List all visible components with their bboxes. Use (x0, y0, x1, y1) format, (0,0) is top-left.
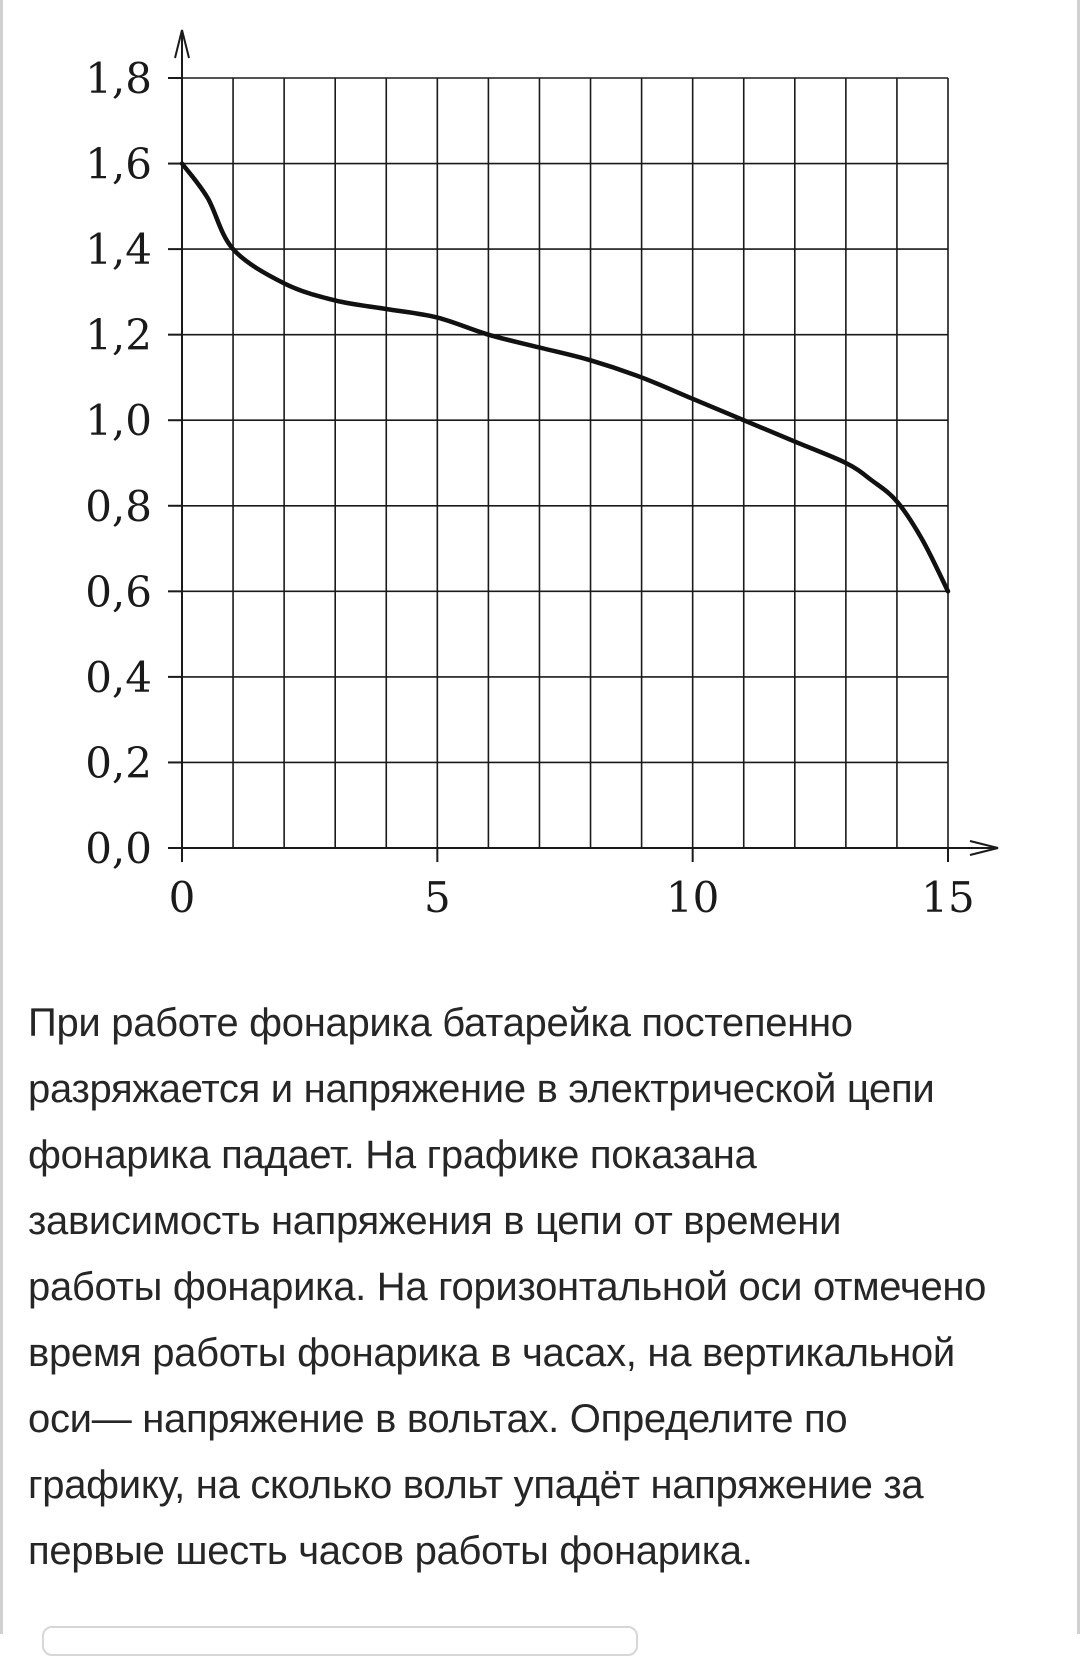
problem-line-6: время работы фонарика в часах, на вертикальной (28, 1331, 955, 1375)
y-tick-label: 0,6 (85, 567, 152, 617)
y-tick-label: 1,0 (85, 396, 152, 446)
problem-line-2: разряжается и напряжение в электрической цепи (28, 1067, 935, 1111)
chart-tick-labels (85, 54, 975, 922)
problem-line-3: фонарика падает. На графике показана (28, 1133, 757, 1177)
x-tick-label: 15 (921, 873, 975, 922)
y-tick-label: 0,2 (85, 738, 152, 788)
problem-line-8: графику, на сколько вольт упадёт напряжение за (28, 1463, 924, 1507)
y-tick-label: 0,4 (85, 652, 152, 702)
x-tick-label: 0 (168, 873, 196, 922)
chart-ticks (168, 78, 948, 862)
voltage-curve (182, 164, 948, 592)
y-tick-label: 1,2 (85, 310, 152, 360)
y-tick-label: 0,8 (85, 481, 152, 531)
problem-line-1: При работе фонарика батарейка постепенно (28, 1001, 853, 1045)
chart-series (182, 164, 948, 592)
chart-grid (182, 78, 948, 848)
x-tick-label: 5 (423, 873, 451, 922)
x-tick-label: 10 (665, 873, 720, 922)
answer-input[interactable] (42, 1626, 638, 1656)
problem-statement (28, 990, 1063, 1584)
chart-axes (175, 30, 998, 855)
y-tick-label: 1,8 (85, 54, 152, 103)
problem-line-5: работы фонарика. На горизонтальной оси отмечено (28, 1265, 987, 1309)
problem-line-4: зависимость напряжения в цепи от времени (28, 1199, 842, 1243)
problem-line-7: оси— напряжение в вольтах. Определите по (28, 1397, 848, 1441)
y-tick-label: 1,6 (85, 139, 152, 189)
problem-line-9: первые шесть часов работы фонарика. (28, 1529, 753, 1573)
y-tick-label: 0,0 (85, 824, 152, 873)
y-tick-label: 1,4 (85, 225, 152, 275)
